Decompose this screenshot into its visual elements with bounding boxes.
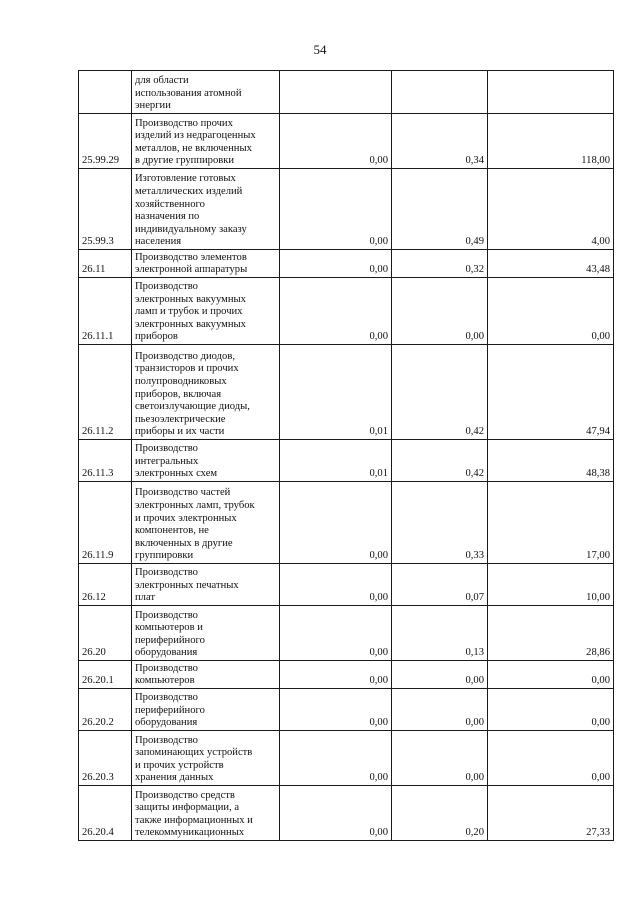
value-col-1: 0,00 [280, 114, 392, 169]
value-col-3: 43,48 [488, 250, 614, 278]
value-col-3: 0,00 [488, 278, 614, 345]
okved-code: 26.20.3 [79, 731, 132, 786]
table-row [79, 278, 614, 345]
okved-code: 26.20.2 [79, 689, 132, 731]
okved-code: 26.11.3 [79, 440, 132, 482]
value-col-3: 17,00 [488, 482, 614, 564]
table-row [79, 71, 614, 114]
activity-name: Производство компьютеров [132, 661, 280, 689]
okved-code: 26.11.1 [79, 278, 132, 345]
activity-name: Изготовление готовых металлических изделий хозяйственного назначения по индивидуальному заказу населения [132, 169, 280, 250]
value-col-3: 10,00 [488, 564, 614, 606]
value-col-2: 0,42 [392, 345, 488, 440]
value-col-2: 0,00 [392, 661, 488, 689]
okved-code: 26.20.1 [79, 661, 132, 689]
okved-code: 26.11.9 [79, 482, 132, 564]
table-row [79, 606, 614, 661]
table-row [79, 482, 614, 564]
value-col-2: 0,33 [392, 482, 488, 564]
okved-code: 26.12 [79, 564, 132, 606]
value-col-2: 0,00 [392, 731, 488, 786]
value-col-2: 0,20 [392, 786, 488, 841]
value-col-3: 0,00 [488, 689, 614, 731]
value-col-1: 0,00 [280, 731, 392, 786]
value-col-1 [280, 71, 392, 114]
activity-name: для области использования атомной энергии [132, 71, 280, 114]
okved-code: 26.20.4 [79, 786, 132, 841]
table-row [79, 689, 614, 731]
activity-name: Производство интегральных электронных схем [132, 440, 280, 482]
value-col-2: 0,49 [392, 169, 488, 250]
activity-name: Производство компьютеров и периферийного оборудования [132, 606, 280, 661]
value-col-3 [488, 71, 614, 114]
activity-name: Производство диодов, транзисторов и прочих полупроводниковых приборов, включая светоизлучающие диоды, пьезоэлектрические приборы и их части [132, 345, 280, 440]
value-col-1: 0,00 [280, 786, 392, 841]
activity-name: Производство электронных вакуумных ламп и трубок и прочих электронных вакуумных приборов [132, 278, 280, 345]
value-col-2: 0,07 [392, 564, 488, 606]
value-col-3: 4,00 [488, 169, 614, 250]
data-table [78, 70, 614, 841]
table-row [79, 564, 614, 606]
activity-name: Производство частей электронных ламп, трубок и прочих электронных компонентов, не включенных в другие группировки [132, 482, 280, 564]
value-col-1: 0,00 [280, 606, 392, 661]
value-col-3: 47,94 [488, 345, 614, 440]
activity-name: Производство прочих изделий из недрагоценных металлов, не включенных в другие группировки [132, 114, 280, 169]
value-col-2: 0,34 [392, 114, 488, 169]
value-col-2: 0,00 [392, 689, 488, 731]
value-col-3: 48,38 [488, 440, 614, 482]
table-row [79, 345, 614, 440]
activity-name: Производство запоминающих устройств и прочих устройств хранения данных [132, 731, 280, 786]
value-col-3: 27,33 [488, 786, 614, 841]
activity-name: Производство средств защиты информации, а также информационных и телекоммуникационных [132, 786, 280, 841]
table-row [79, 169, 614, 250]
value-col-3: 0,00 [488, 731, 614, 786]
value-col-1: 0,00 [280, 482, 392, 564]
value-col-1: 0,00 [280, 278, 392, 345]
value-col-2: 0,42 [392, 440, 488, 482]
okved-code: 25.99.29 [79, 114, 132, 169]
okved-code [79, 71, 132, 114]
value-col-1: 0,00 [280, 564, 392, 606]
value-col-2 [392, 71, 488, 114]
value-col-1: 0,00 [280, 661, 392, 689]
table-row [79, 731, 614, 786]
table-row [79, 786, 614, 841]
value-col-1: 0,00 [280, 169, 392, 250]
value-col-1: 0,00 [280, 250, 392, 278]
value-col-1: 0,01 [280, 440, 392, 482]
value-col-3: 28,86 [488, 606, 614, 661]
value-col-3: 0,00 [488, 661, 614, 689]
activity-name: Производство элементов электронной аппаратуры [132, 250, 280, 278]
okved-code: 25.99.3 [79, 169, 132, 250]
page-number: 54 [313, 42, 327, 57]
table-row [79, 114, 614, 169]
value-col-1: 0,01 [280, 345, 392, 440]
okved-code: 26.20 [79, 606, 132, 661]
value-col-3: 118,00 [488, 114, 614, 169]
activity-name: Производство периферийного оборудования [132, 689, 280, 731]
value-col-2: 0,00 [392, 278, 488, 345]
value-col-2: 0,32 [392, 250, 488, 278]
table-row [79, 440, 614, 482]
okved-code: 26.11.2 [79, 345, 132, 440]
value-col-2: 0,13 [392, 606, 488, 661]
value-col-1: 0,00 [280, 689, 392, 731]
table-row [79, 250, 614, 278]
activity-name: Производство электронных печатных плат [132, 564, 280, 606]
table-row [79, 661, 614, 689]
okved-code: 26.11 [79, 250, 132, 278]
